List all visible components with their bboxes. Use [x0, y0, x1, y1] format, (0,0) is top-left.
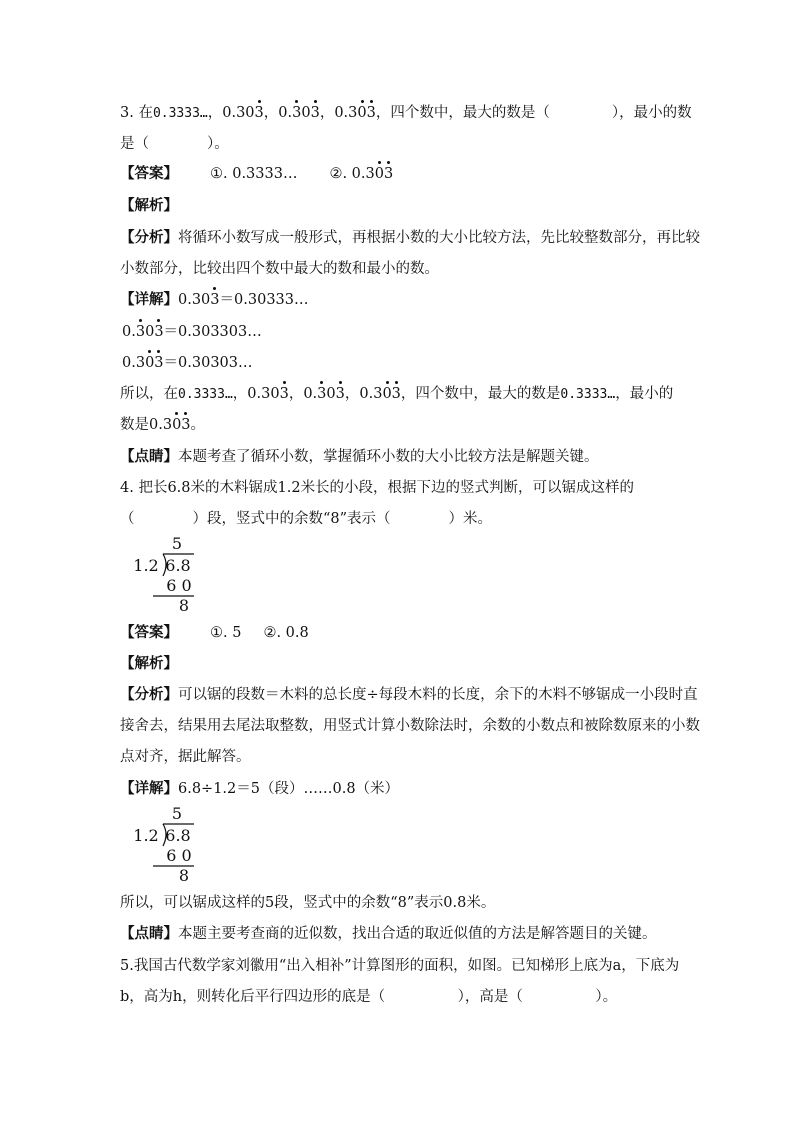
separator: ，	[263, 105, 279, 121]
q3-detail-num-2: 0.303	[122, 324, 164, 340]
q3-number-1: 0.3333…	[152, 106, 208, 121]
long-division-figure	[124, 533, 204, 615]
q4-answer-1: ①. 5	[210, 625, 242, 641]
separator: ，	[207, 105, 223, 121]
q3-detail-num-1: 0.303	[178, 292, 220, 308]
division-product: 6 0	[166, 846, 192, 865]
q4-fenxi-line2: 接舍去，结果用去尾法取整数，用竖式计算小数除法时，余数的小数点和被除数原来的小数	[120, 718, 700, 734]
q3-question-line2: 是（ ）。	[120, 136, 229, 152]
q3-detail-num-3: 0.303	[122, 355, 164, 371]
q3-number-3: 0.303	[278, 105, 320, 121]
q4-conclusion: 所以，可以锯成这样的5段，竖式中的余数“8”表示0.8米。	[120, 895, 496, 911]
division-quotient: 5	[171, 804, 183, 823]
division-product: 6 0	[166, 576, 192, 595]
q3-end-text: ），最小的数	[611, 105, 692, 121]
division-dividend: 6.8	[165, 826, 191, 845]
q5-question-line2: b，高为h，则转化后平行四边形的底是（ ），高是（ ）。	[120, 989, 618, 1005]
q3-fenxi-line2: 小数部分，比较出四个数中最大的数和最小的数。	[120, 261, 439, 277]
division-divisor: 1.2	[133, 826, 159, 845]
q3-fenxi-line1: 【分析】将循环小数写成一般形式，再根据小数的大小比较方法，先比较整数部分，再比较	[120, 229, 700, 246]
q5-question-line1: 5.我国古代数学家刘徽用“出入相补”计算图形的面积，如图。已知梯形上底为a，下底为	[120, 958, 680, 974]
q4-fenxi-line3: 点对齐，据此解答。	[120, 749, 251, 765]
q4-answer: 【答案】 ①. 5 ②. 0.8	[120, 624, 309, 641]
q3-conclusion-line2: 数是0.303。	[120, 417, 206, 433]
q4-detail: 【详解】6.8÷1.2＝5（段）……0.8（米）	[120, 780, 400, 797]
division-remainder: 8	[178, 866, 190, 885]
q3-number-4: 0.303	[334, 105, 376, 121]
q3-answer-1: ①. 0.3333…	[210, 166, 298, 182]
q3-analysis-tag: 【解析】	[120, 197, 178, 214]
q3-number-2: 0.303	[222, 105, 264, 121]
q4-answer-2: ②. 0.8	[263, 625, 309, 641]
q3-point: 【点睛】本题考查了循环小数，掌握循环小数的大小比较方法是解题关键。	[120, 448, 599, 465]
division-quotient: 5	[171, 534, 183, 553]
division-dividend: 6.8	[165, 556, 191, 575]
long-division-figure-detail	[124, 803, 204, 885]
q3-question-line1	[120, 103, 692, 124]
q3-answer-2: ②. 0.303	[329, 166, 394, 182]
division-remainder: 8	[178, 596, 190, 615]
q3-answer	[120, 164, 393, 184]
q4-long-division-detail	[124, 803, 204, 889]
q3-mid-text: ，四个数中，最大的数是（	[375, 105, 550, 121]
q3-conclusion-line1: 所以，在0.3333…，0.303，0.303，0.303，四个数中，最大的数是0.3333…，最小的	[120, 386, 674, 402]
q4-fenxi-line1: 【分析】可以锯的段数＝木料的总长度÷每段木料的长度，余下的木料不够锯成一小段时直	[120, 686, 698, 703]
q4-point: 【点睛】本题主要考查商的近似数，找出合适的取近似值的方法是解答题目的关键。	[120, 925, 657, 942]
q4-analysis-tag: 【解析】	[120, 655, 178, 672]
q3-intro: 3. 在	[120, 105, 153, 121]
separator: ，	[319, 105, 335, 121]
answer-tag: 【答案】	[120, 165, 178, 182]
q4-question-line1: 4. 把长6.8米的木料锯成1.2米长的小段，根据下边的竖式判断，可以锯成这样的	[120, 480, 635, 496]
q3-detail-line1: 【详解】0.303＝0.30333…	[120, 291, 309, 308]
division-divisor: 1.2	[133, 556, 159, 575]
q4-long-division	[124, 533, 204, 619]
q3-detail-line2: 0.303＝0.303303…	[122, 324, 262, 340]
q3-detail-line3: 0.303＝0.30303…	[122, 355, 253, 371]
q4-question-line2: （ ）段，竖式中的余数“8”表示（ ）米。	[120, 511, 493, 527]
